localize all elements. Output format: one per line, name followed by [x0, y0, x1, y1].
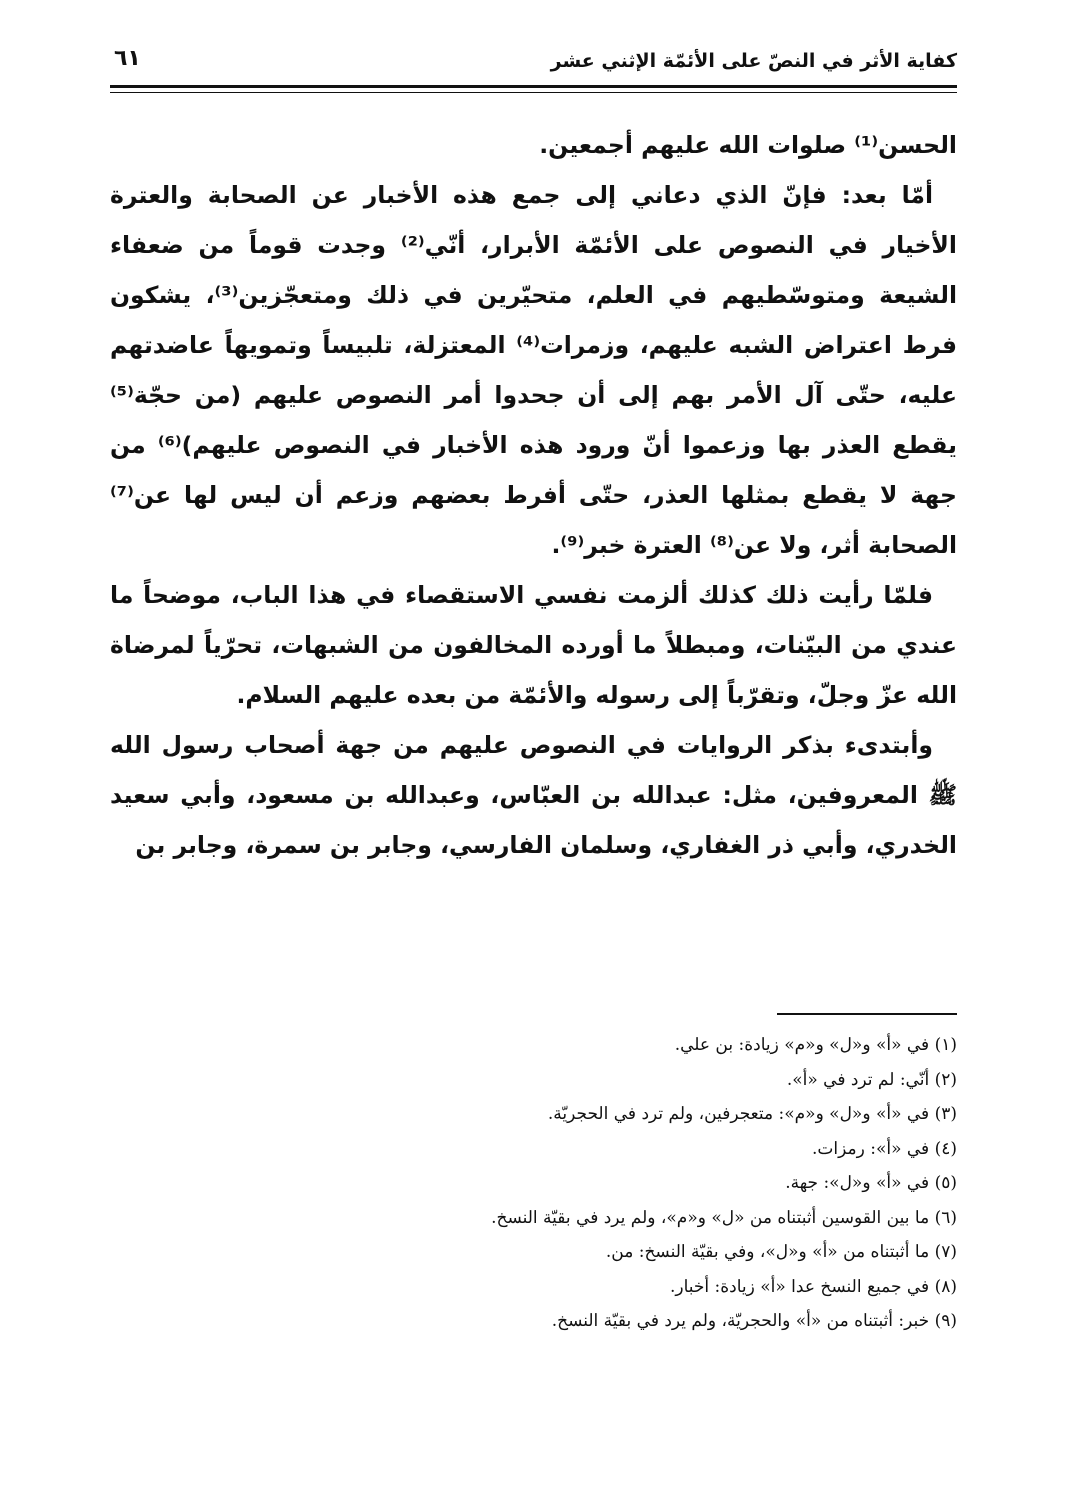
- main-text: [110, 120, 957, 870]
- running-head: [110, 42, 957, 82]
- footnote-item: (٢) أنّي: لم ترد في «أ».: [786, 1069, 957, 1090]
- paragraph-narrations: وأبتدىء بذكر الروايات في النصوص عليهم من جهة أصحاب رسول الله ﷺ المعروفين، مثل: عبدالله بن العبّاس، وعبدالله بن مسعود، وأبي سعيد الخدري، وأبي ذر الغفاري، وسلمان الفارسي، وجابر بن سمرة، وجابر بن: [110, 731, 957, 859]
- header-rule-thick: [110, 85, 957, 88]
- paragraph-opening: الحسن⁽¹⁾ صلوات الله عليهم أجمعين.: [539, 131, 957, 159]
- footnote-item: (٤) في «أ»: رمزات.: [812, 1138, 957, 1159]
- footnote-item: (٣) في «أ» و«ل» و«م»: متعجرفين، ولم ترد في الحجريّة.: [547, 1104, 957, 1124]
- footnote-item: (٨) في جميع النسخ عدا «أ» زيادة: أخبار.: [669, 1276, 957, 1297]
- header-rule-thin: [110, 92, 957, 93]
- footnote-item: (١) في «أ» و«ل» و«م» زيادة: بن علي.: [674, 1035, 957, 1055]
- page-number: ٦١: [114, 46, 141, 71]
- footnote-item: (٥) في «أ» و«ل»: جهة.: [785, 1173, 957, 1193]
- footnote-item: (٧) ما أثبتناه من «أ» و«ل»، وفي بقيّة النسخ: من.: [605, 1242, 957, 1262]
- footnote-item: (٩) خبر: أثبتناه من «أ» والحجريّة، ولم يرد في بقيّة النسخ.: [551, 1311, 957, 1331]
- paragraph-preface: أمّا بعد: فإنّ الذي دعاني إلى جمع هذه الأخبار عن الصحابة والعترة الأخيار في النصوص على الأئمّة الأبرار، أنّي⁽²⁾ وجدت قوماً من ضعفاء الشيعة ومتوسّطيهم في العلم، متحيّرين في ذلك ومتعجّزين⁽³⁾، يشكون فرط اعتراض الشبه عليهم، وزمرات⁽⁴⁾ المعتزلة، تلبيساً وتمويهاً عاضدتهم عليه، حتّى آل الأمر بهم إلى أن جحدوا أمر النصوص عليهم (من حجّة⁽⁵⁾ يقطع العذر بها وزعموا أنّ ورود هذه الأخبار في النصوص عليهم)⁽⁶⁾ من جهة لا يقطع بمثلها العذر، حتّى أفرط بعضهم وزعم أن ليس لها عن⁽⁷⁾ الصحابة أثر، ولا عن⁽⁸⁾ العترة خبر⁽⁹⁾.: [110, 181, 958, 559]
- paragraph-purpose: فلمّا رأيت ذلك كذلك ألزمت نفسي الاستقصاء في هذا الباب، موضحاً ما عندي من البيّنات، ومبطلاً ما أورده المخالفون من الشبهات، تحرّياً لمرضاة الله عزّ وجلّ، وتقرّباً إلى رسوله والأئمّة من بعده عليهم السلام.: [110, 581, 957, 709]
- footnote-item: (٦) ما بين القوسين أثبتناه من «ل» و«م»، ولم يرد في بقيّة النسخ.: [491, 1207, 957, 1228]
- running-title: كفاية الأثر في النصّ على الأئمّة الإثني عشر: [550, 50, 957, 72]
- footnotes-list: [110, 1028, 957, 1339]
- footnote-separator: [777, 1013, 957, 1015]
